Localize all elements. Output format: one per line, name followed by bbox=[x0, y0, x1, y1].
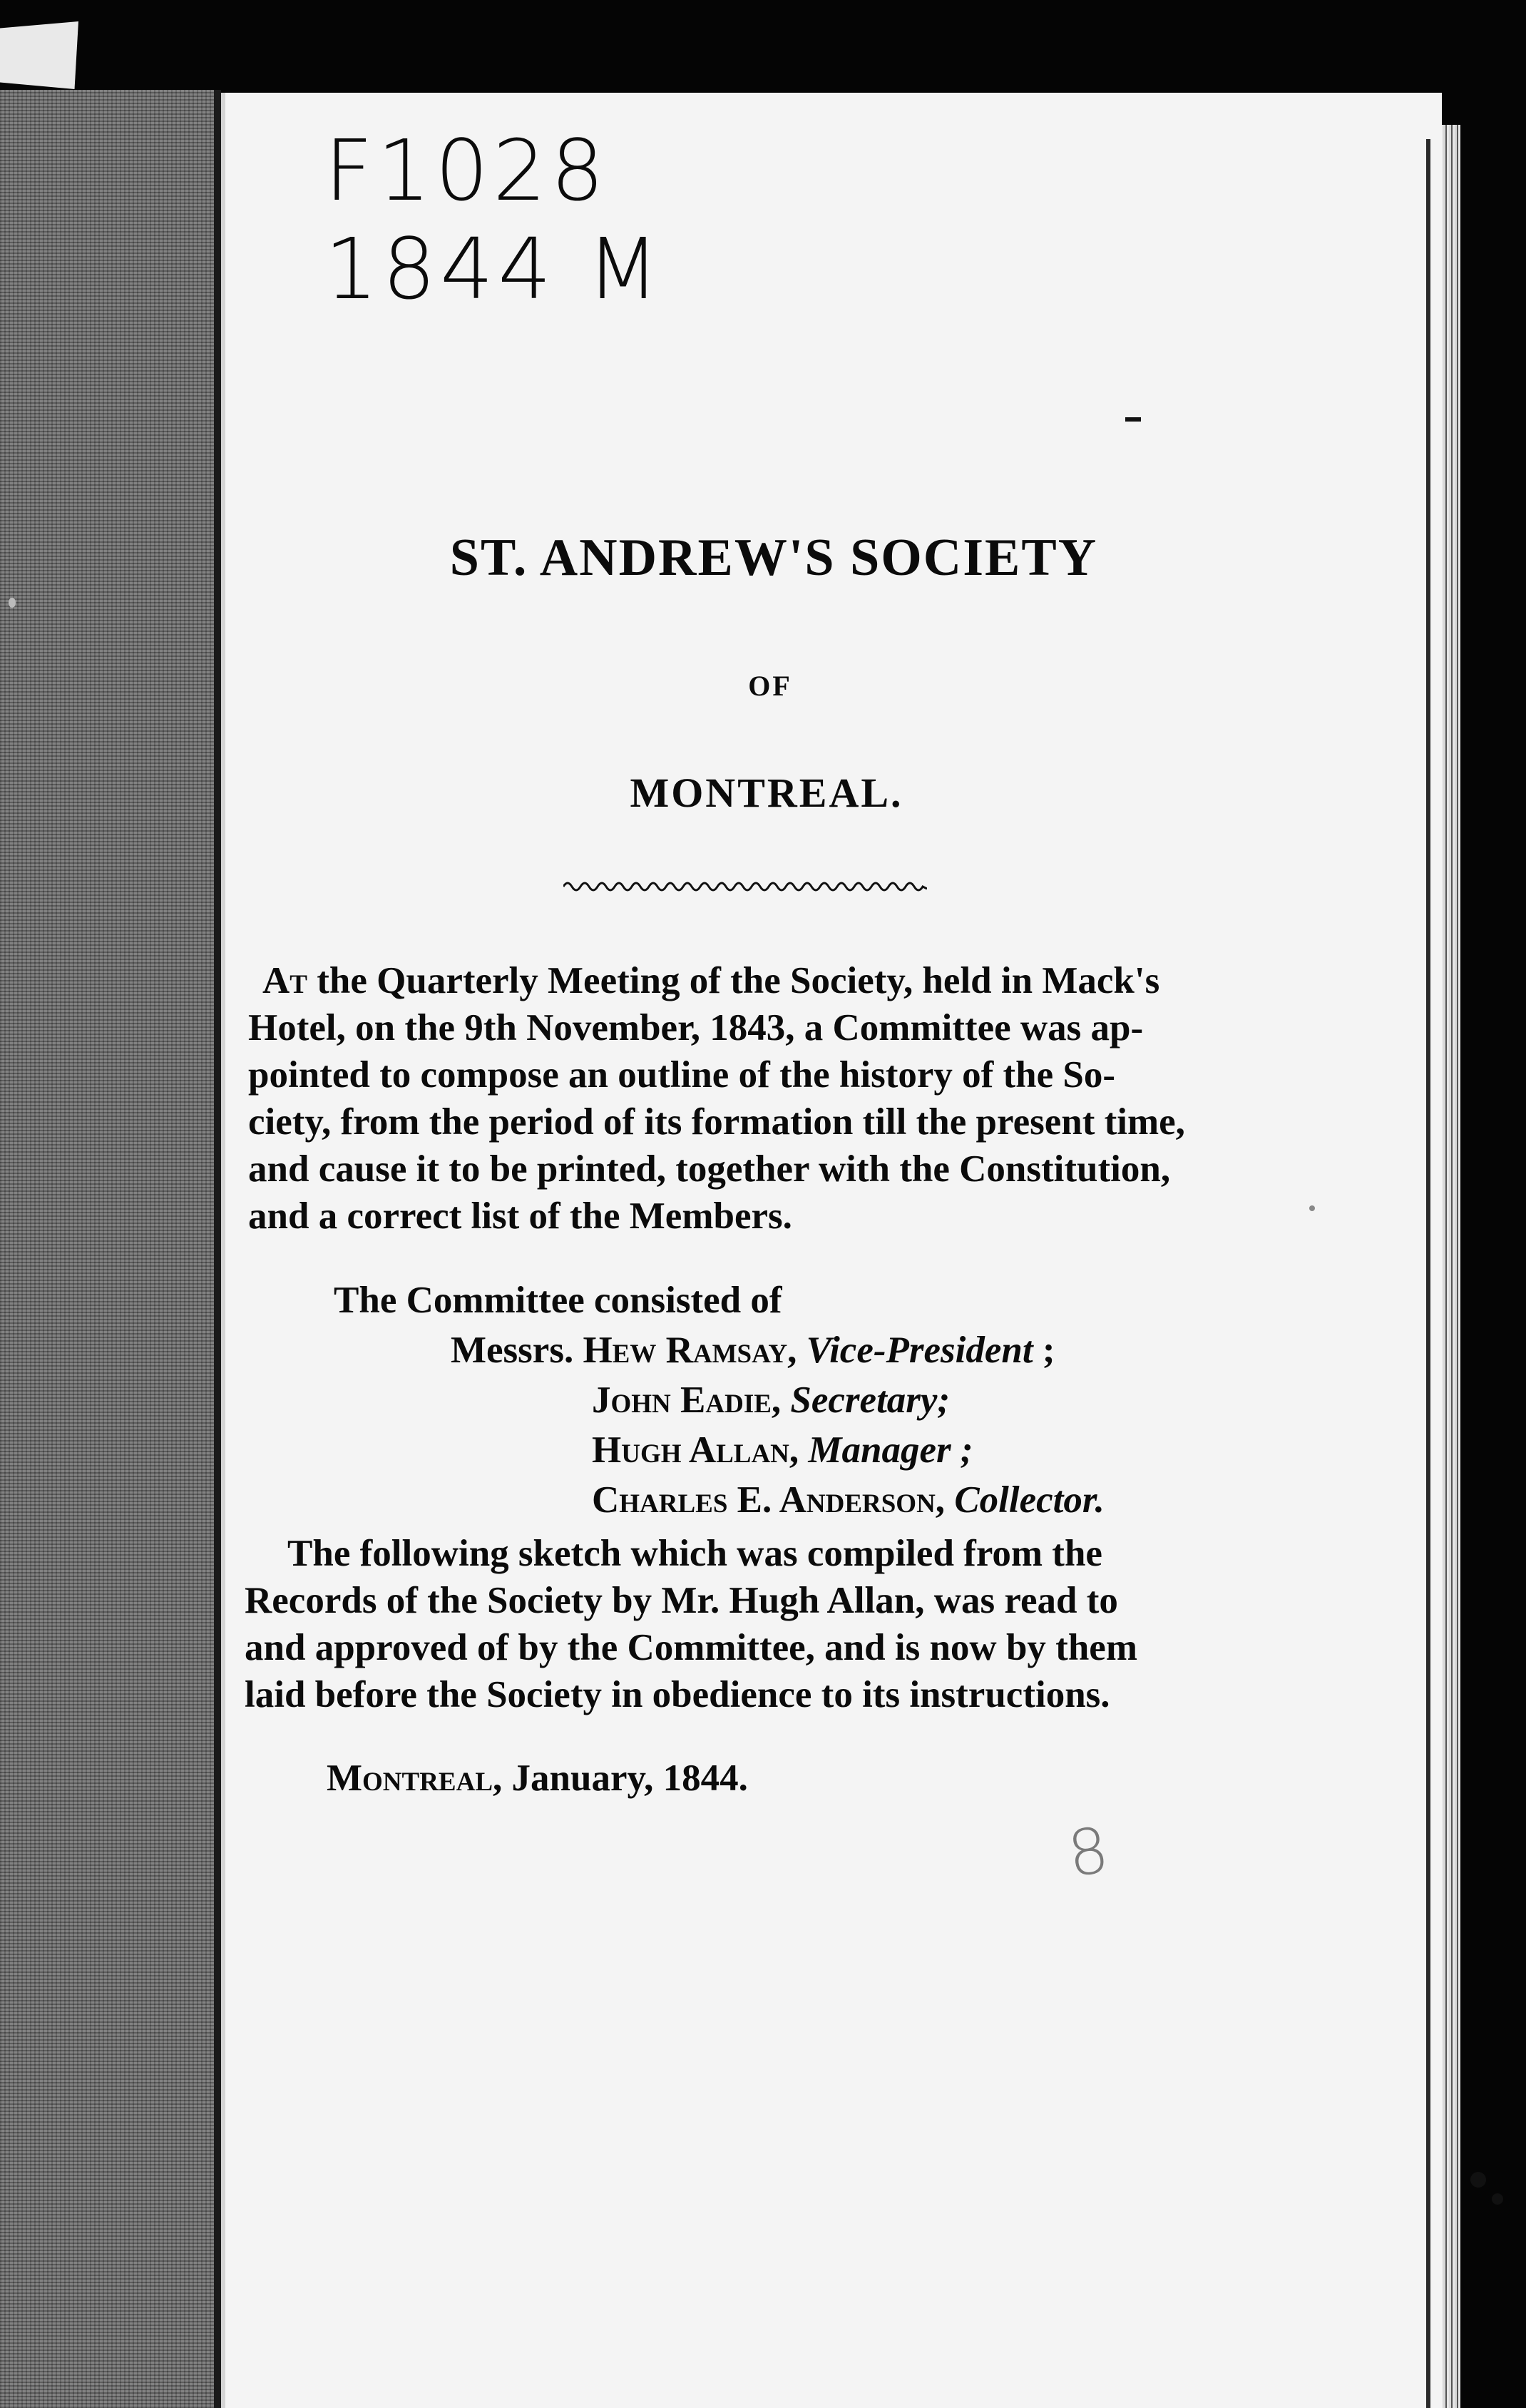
intro-line: Hotel, on the 9th November, 1843, a Committee was ap- bbox=[248, 1007, 1144, 1049]
society-title: ST. ANDREW'S SOCIETY bbox=[449, 529, 1098, 587]
messrs-prefix: Messrs. bbox=[451, 1330, 574, 1371]
committee-member bbox=[592, 1476, 1105, 1524]
ink-speck bbox=[1492, 2193, 1503, 2205]
intro-line: At the Quarterly Meeting of the Society, held in Mack's bbox=[262, 960, 1160, 1001]
call-number-line-2: 1844 M bbox=[324, 220, 664, 318]
ink-speck bbox=[1470, 2172, 1486, 2188]
member-role: Vice-President bbox=[806, 1330, 1033, 1371]
intro-line: ciety, from the period of its formation till the present time, bbox=[248, 1101, 1185, 1143]
sketch-paragraph bbox=[245, 1530, 1137, 1718]
ink-dash bbox=[1125, 417, 1141, 422]
intro-line: and cause it to be printed, together with the Constitution, bbox=[248, 1148, 1171, 1190]
dateline-place: Montreal, bbox=[327, 1757, 503, 1799]
sketch-line: and approved of by the Committee, and is now by them bbox=[245, 1627, 1137, 1668]
intro-line: pointed to compose an outline of the history of the So- bbox=[248, 1054, 1116, 1096]
book-page bbox=[221, 93, 1442, 2408]
sketch-line: Records of the Society by Mr. Hugh Allan, was read to bbox=[245, 1580, 1118, 1621]
member-name: John Eadie, bbox=[592, 1379, 782, 1421]
committee-member bbox=[592, 1377, 950, 1424]
call-number-line-1: F1028 bbox=[324, 121, 609, 220]
committee-intro: The Committee consisted of bbox=[334, 1280, 782, 1321]
handwritten-call-number bbox=[324, 121, 664, 318]
intro-paragraph bbox=[248, 957, 1185, 1240]
title-of: OF bbox=[748, 670, 792, 702]
member-role: Manager ; bbox=[808, 1429, 973, 1471]
ink-speck bbox=[1309, 1205, 1315, 1211]
title-city: MONTREAL. bbox=[630, 770, 903, 816]
ink-speck bbox=[9, 598, 16, 608]
paper-scrap bbox=[0, 21, 78, 89]
cover-edge bbox=[214, 90, 221, 2408]
sketch-line: The following sketch which was compiled from the bbox=[287, 1533, 1102, 1574]
committee-member: Messrs. Hew Ramsay, Vice-President ; bbox=[451, 1330, 1055, 1371]
member-role: Collector. bbox=[954, 1479, 1105, 1521]
dateline-date: January, 1844. bbox=[502, 1757, 748, 1799]
committee-member bbox=[592, 1427, 973, 1474]
book-cover bbox=[0, 90, 214, 2408]
sketch-line: laid before the Society in obedience to its instructions. bbox=[245, 1674, 1110, 1715]
pencil-mark: 8 bbox=[1063, 1812, 1113, 1892]
page-fold-line bbox=[1426, 139, 1430, 2408]
member-name: Hew Ramsay, bbox=[583, 1330, 797, 1371]
intro-first-word: At bbox=[262, 960, 307, 1001]
member-role: Secretary; bbox=[790, 1379, 951, 1421]
member-name: Charles E. Anderson, bbox=[592, 1479, 946, 1521]
decorative-wavy-rule bbox=[563, 876, 927, 897]
member-name: Hugh Allan, bbox=[592, 1429, 799, 1471]
dateline bbox=[327, 1755, 748, 1802]
intro-line: and a correct list of the Members. bbox=[248, 1195, 792, 1237]
